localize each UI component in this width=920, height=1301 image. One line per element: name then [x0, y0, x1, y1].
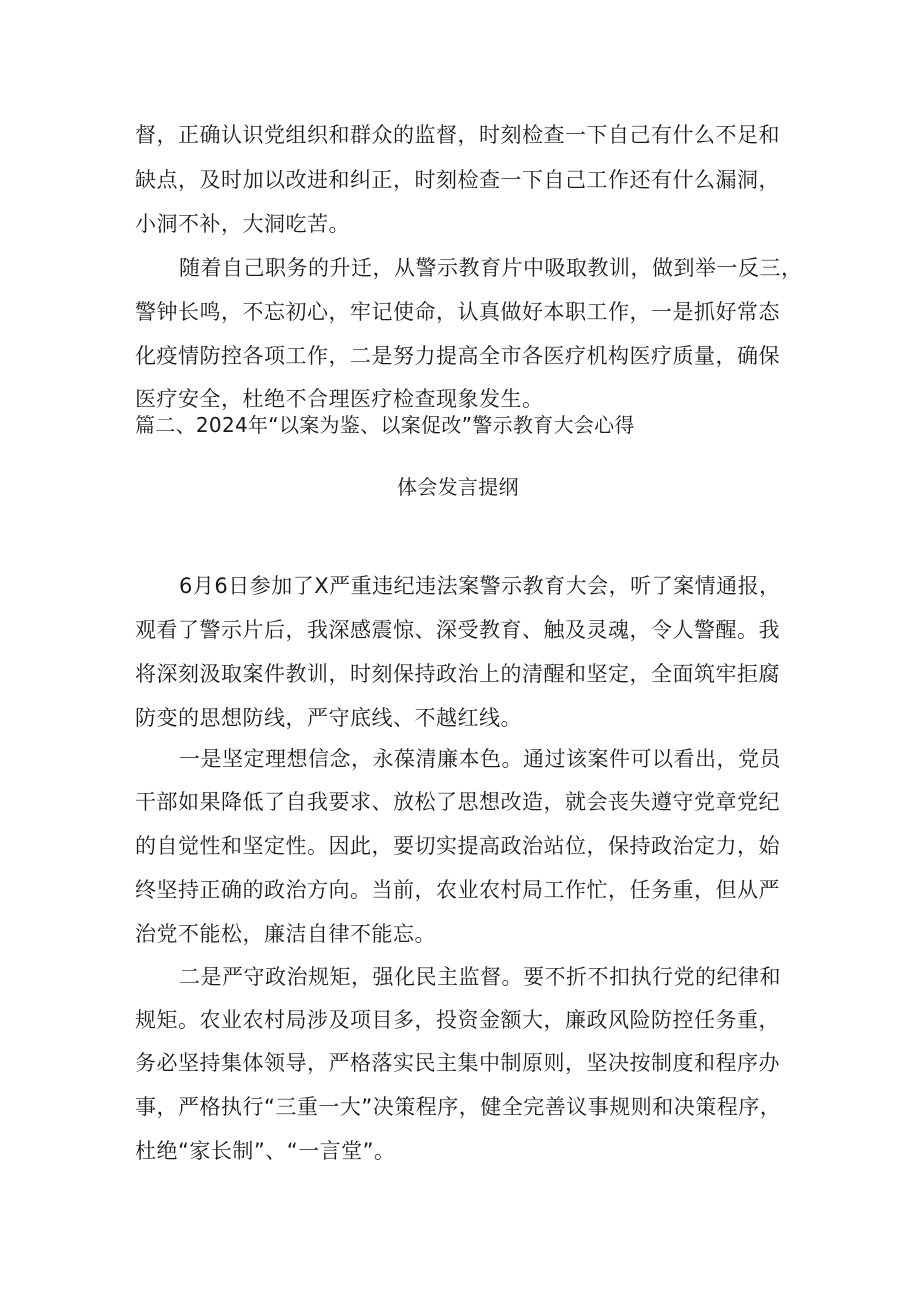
paragraph-line: 干部如果降低了自我要求、放松了思想改造，就会丧失遵守党章党纪 — [135, 790, 780, 814]
paragraph-line: 医疗安全，杜绝不合理医疗检查现象发生。 — [135, 387, 544, 411]
paragraph-line: 规矩。农业农村局涉及项目多，投资金额大，廉政风险防控任务重， — [135, 1008, 780, 1032]
paragraph-line: 督，正确认识党组织和群众的监督，时刻检查一下自己有什么不足和 — [135, 123, 780, 147]
paragraph-line: 6月6日参加了X严重违纪违法案警示教育大会，听了案情通报， — [179, 574, 781, 598]
section-heading-continued: 体会发言提纲 — [397, 475, 519, 499]
paragraph-line: 杜绝“家长制”、“一言堂”。 — [135, 1139, 396, 1163]
section-heading: 篇二、2024年“以案为鉴、以案促改”警示教育大会心得 — [135, 413, 635, 437]
paragraph-line: 一是坚定理想信念，永葆清廉本色。通过该案件可以看出，党员 — [179, 747, 781, 771]
paragraph-line: 观看了警示片后，我深感震惊、深受教育、触及灵魂，令人警醒。我 — [135, 618, 780, 642]
paragraph-line: 的自觉性和坚定性。因此，要切实提高政治站位，保持政治定力，始 — [135, 834, 780, 858]
paragraph-line: 随着自己职务的升迁，从警示教育片中吸取教训，做到举一反三， — [179, 256, 803, 280]
paragraph-line: 小洞不补，大洞吃苦。 — [135, 212, 350, 236]
paragraph-line: 缺点，及时加以改进和纠正，时刻检查一下自己工作还有什么漏洞， — [135, 168, 780, 192]
paragraph-line: 将深刻汲取案件教训，时刻保持政治上的清醒和坚定，全面筑牢拒腐 — [135, 662, 780, 686]
paragraph-line: 治党不能松，廉洁自律不能忘。 — [135, 922, 436, 946]
paragraph-line: 终坚持正确的政治方向。当前，农业农村局工作忙，任务重，但从严 — [135, 878, 780, 902]
paragraph-line: 二是严守政治规矩，强化民主监督。要不折不扣执行党的纪律和 — [179, 965, 781, 989]
paragraph-line: 警钟长鸣，不忘初心，牢记使命，认真做好本职工作，一是抓好常态 — [135, 300, 780, 324]
paragraph-line: 事，严格执行“三重一大”决策程序，健全完善议事规则和决策程序， — [135, 1095, 782, 1119]
paragraph-line: 务必坚持集体领导，严格落实民主集中制原则，坚决按制度和程序办 — [135, 1051, 780, 1075]
paragraph-line: 化疫情防控各项工作，二是努力提高全市各医疗机构医疗质量，确保 — [135, 344, 780, 368]
paragraph-line: 防变的思想防线，严守底线、不越红线。 — [135, 706, 522, 730]
